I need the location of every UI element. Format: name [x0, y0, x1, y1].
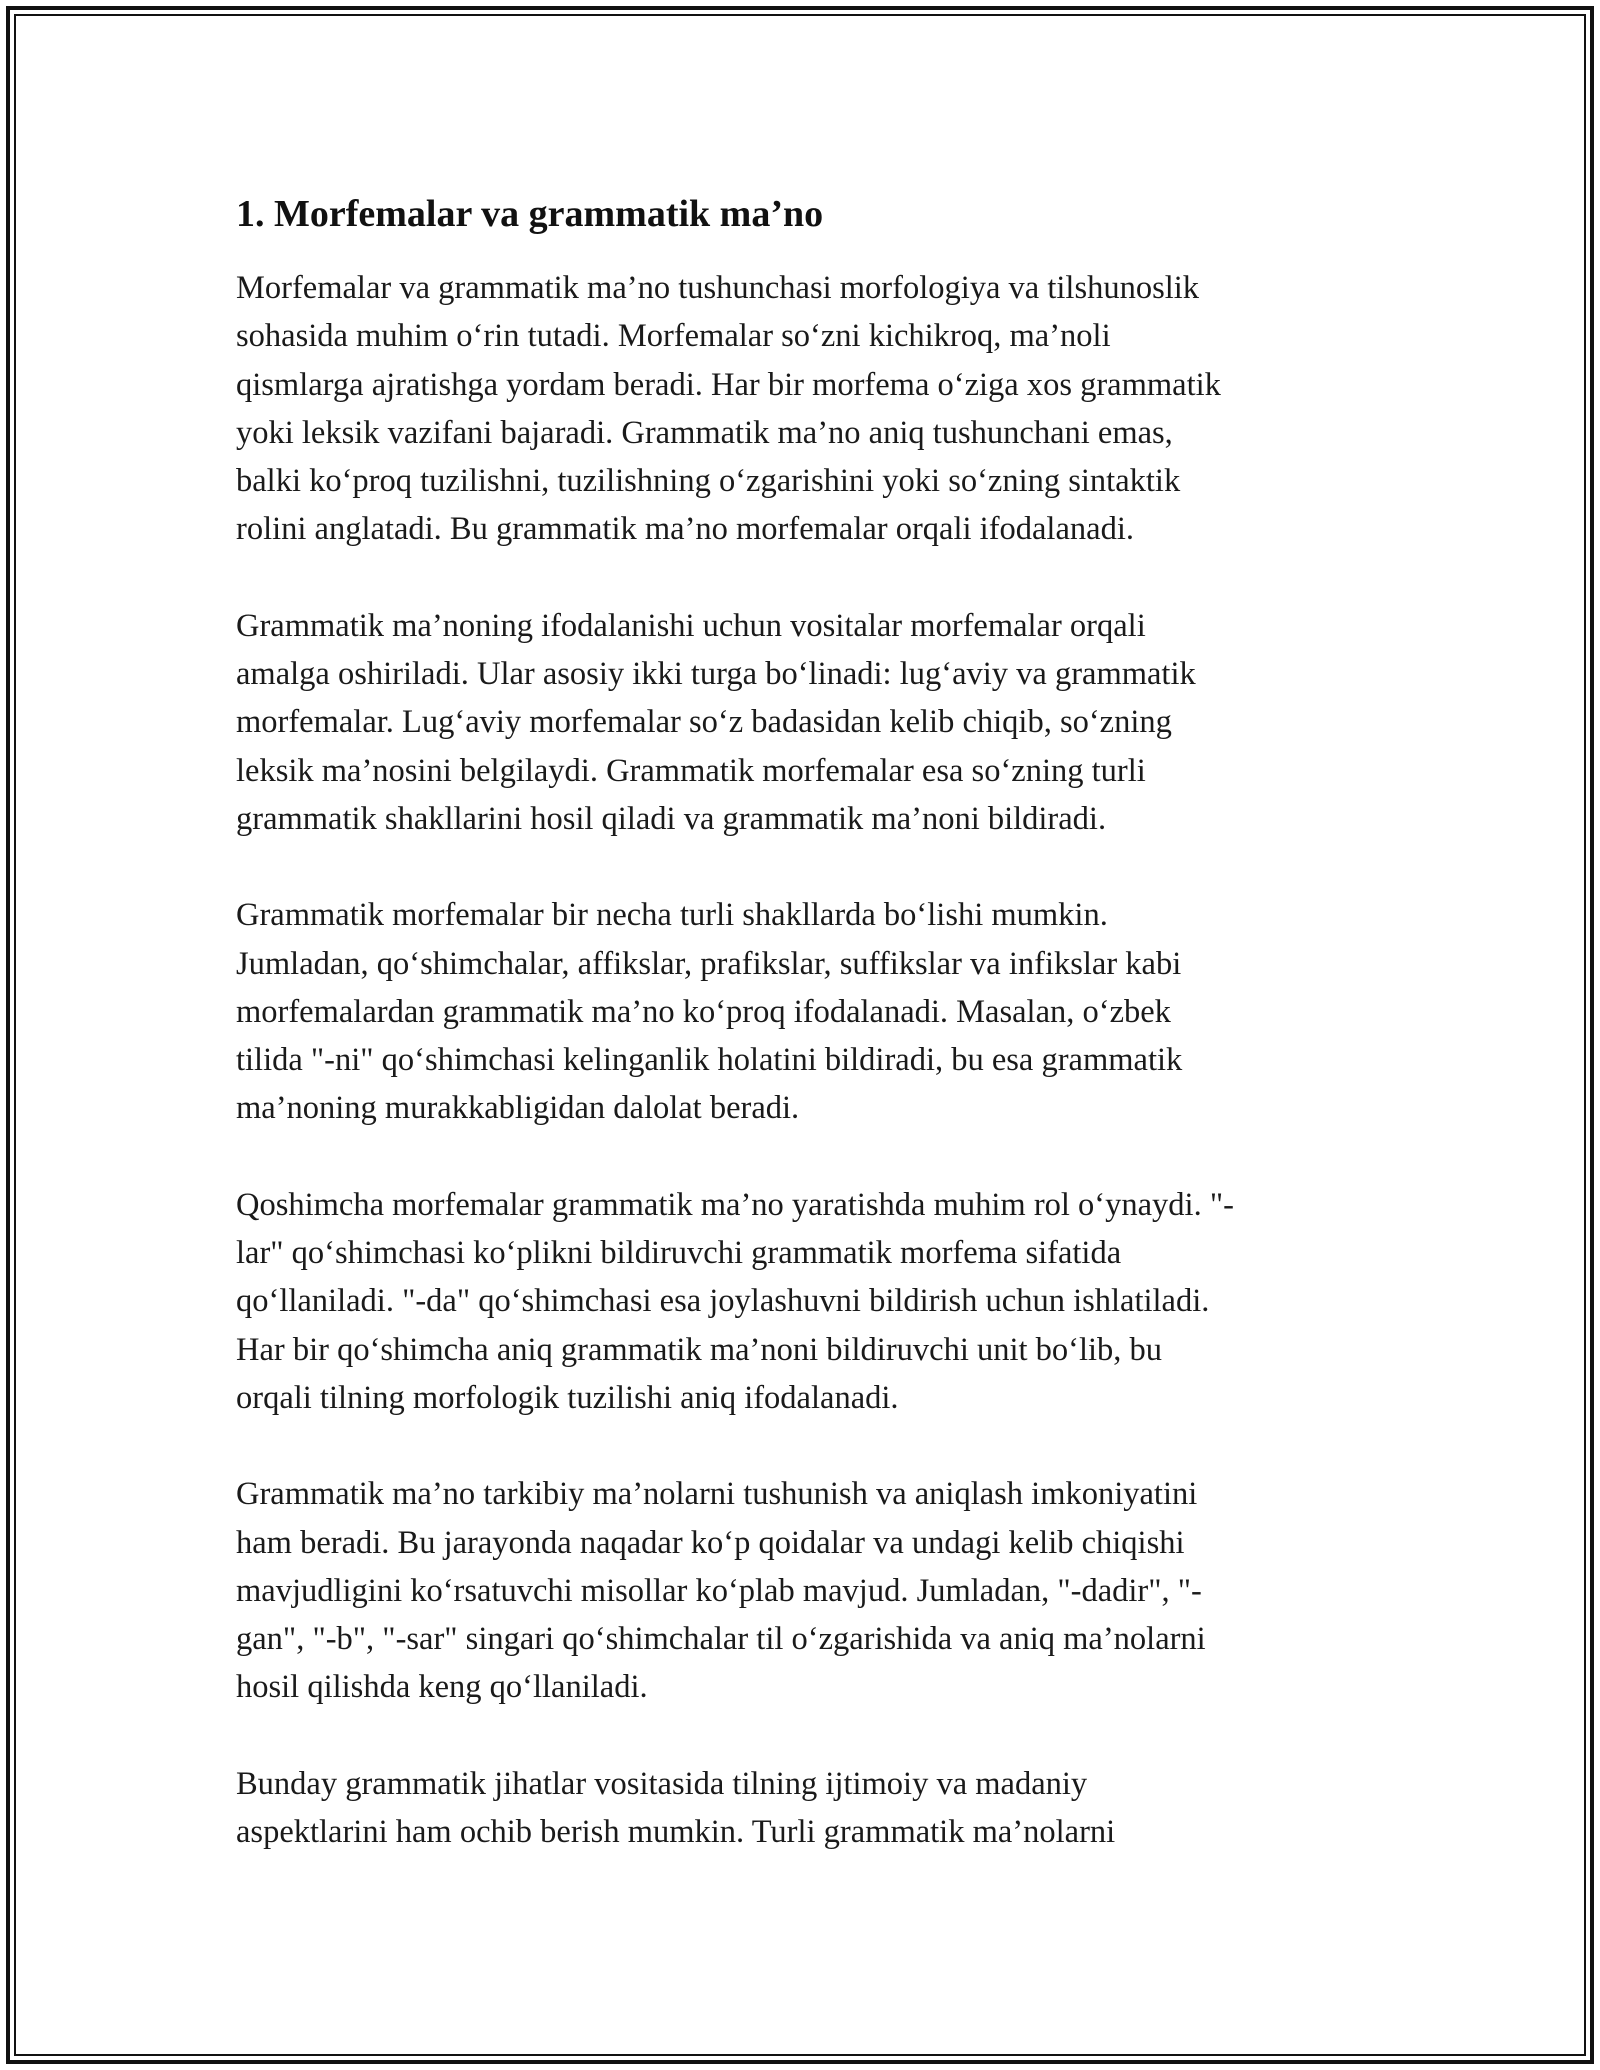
paragraph-line: Grammatik ma’noning ifodalanishi uchun vositalar morfemalar orqali	[236, 607, 1146, 644]
paragraph-6	[236, 1760, 1368, 1857]
section-heading: 1. Morfemalar va grammatik ma’no	[236, 193, 824, 235]
paragraph-line: lar" qo‘shimchasi ko‘plikni bildiruvchi grammatik morfema sifatida	[236, 1235, 1122, 1272]
paragraph-line: Qoshimcha morfemalar grammatik ma’no yaratishda muhim rol o‘ynaydi. "-	[236, 1186, 1234, 1223]
paragraph-line: tilida "-ni" qo‘shimchasi kelinganlik holatini bildiradi, bu esa grammatik	[236, 1042, 1183, 1079]
paragraph-2	[236, 602, 1368, 843]
paragraph-line: aspektlarini ham ochib berish mumkin. Turli grammatik ma’nolarni	[236, 1814, 1116, 1851]
paragraph-line: hosil qilishda keng qo‘llaniladi.	[236, 1669, 648, 1706]
paragraph-line: rolini anglatadi. Bu grammatik ma’no morfemalar orqali ifodalanadi.	[236, 511, 1134, 548]
paragraph-line: orqali tilning morfologik tuzilishi aniq ifodalanadi.	[236, 1379, 899, 1416]
paragraph-1	[236, 264, 1368, 554]
paragraph-line: morfemalar. Lug‘aviy morfemalar so‘z badasidan kelib chiqib, so‘zning	[236, 704, 1172, 741]
paragraph-line: Grammatik ma’no tarkibiy ma’nolarni tushunish va aniqlash imkoniyatini	[236, 1476, 1198, 1513]
paragraph-line: morfemalardan grammatik ma’no ko‘proq ifodalanadi. Masalan, o‘zbek	[236, 993, 1171, 1030]
document-body	[236, 188, 1368, 1904]
paragraph-line: grammatik shakllarini hosil qiladi va grammatik ma’noni bildiradi.	[236, 800, 1107, 837]
paragraph-line: yoki leksik vazifani bajaradi. Grammatik ma’no aniq tushunchani emas,	[236, 414, 1173, 451]
paragraph-5	[236, 1470, 1368, 1711]
paragraph-3	[236, 891, 1368, 1132]
paragraph-line: ham beradi. Bu jarayonda naqadar ko‘p qoidalar va undagi kelib chiqishi	[236, 1524, 1185, 1561]
paragraph-line: gan", "-b", "-sar" singari qo‘shimchalar til o‘zgarishida va aniq ma’nolarni	[236, 1621, 1206, 1658]
paragraph-line: Har bir qo‘shimcha aniq grammatik ma’noni bildiruvchi unit bo‘lib, bu	[236, 1331, 1163, 1368]
paragraph-line: qismlarga ajratishga yordam beradi. Har bir morfema o‘ziga xos grammatik	[236, 366, 1221, 403]
paragraph-line: Morfemalar va grammatik ma’no tushunchasi morfologiya va tilshunoslik	[236, 270, 1200, 306]
paragraph-line: leksik ma’nosini belgilaydi. Grammatik morfemalar esa so‘zning turli	[236, 752, 1146, 789]
paragraph-line: sohasida muhim o‘rin tutadi. Morfemalar so‘zni kichikroq, ma’noli	[236, 318, 1111, 355]
paragraph-line: balki ko‘proq tuzilishni, tuzilishning o‘zgarishini yoki so‘zning sintaktik	[236, 463, 1181, 500]
paragraph-line: Grammatik morfemalar bir necha turli shakllarda bo‘lishi mumkin.	[236, 897, 1108, 934]
paragraph-line: Bunday grammatik jihatlar vositasida tilning ijtimoiy va madaniy	[236, 1765, 1088, 1802]
paragraph-line: ma’noning murakkabligidan dalolat beradi.	[236, 1090, 800, 1127]
paragraph-line: qo‘llaniladi. "-da" qo‘shimchasi esa joylashuvni bildirish uchun ishlatiladi.	[236, 1283, 1210, 1320]
paragraph-line: amalga oshiriladi. Ular asosiy ikki turga bo‘linadi: lug‘aviy va grammatik	[236, 656, 1196, 693]
paragraph-line: mavjudligini ko‘rsatuvchi misollar ko‘plab mavjud. Jumladan, "-dadir", "-	[236, 1572, 1202, 1609]
paragraph-4	[236, 1181, 1368, 1422]
paragraph-line: Jumladan, qo‘shimchalar, affikslar, prafikslar, suffikslar va infikslar kabi	[236, 945, 1182, 982]
